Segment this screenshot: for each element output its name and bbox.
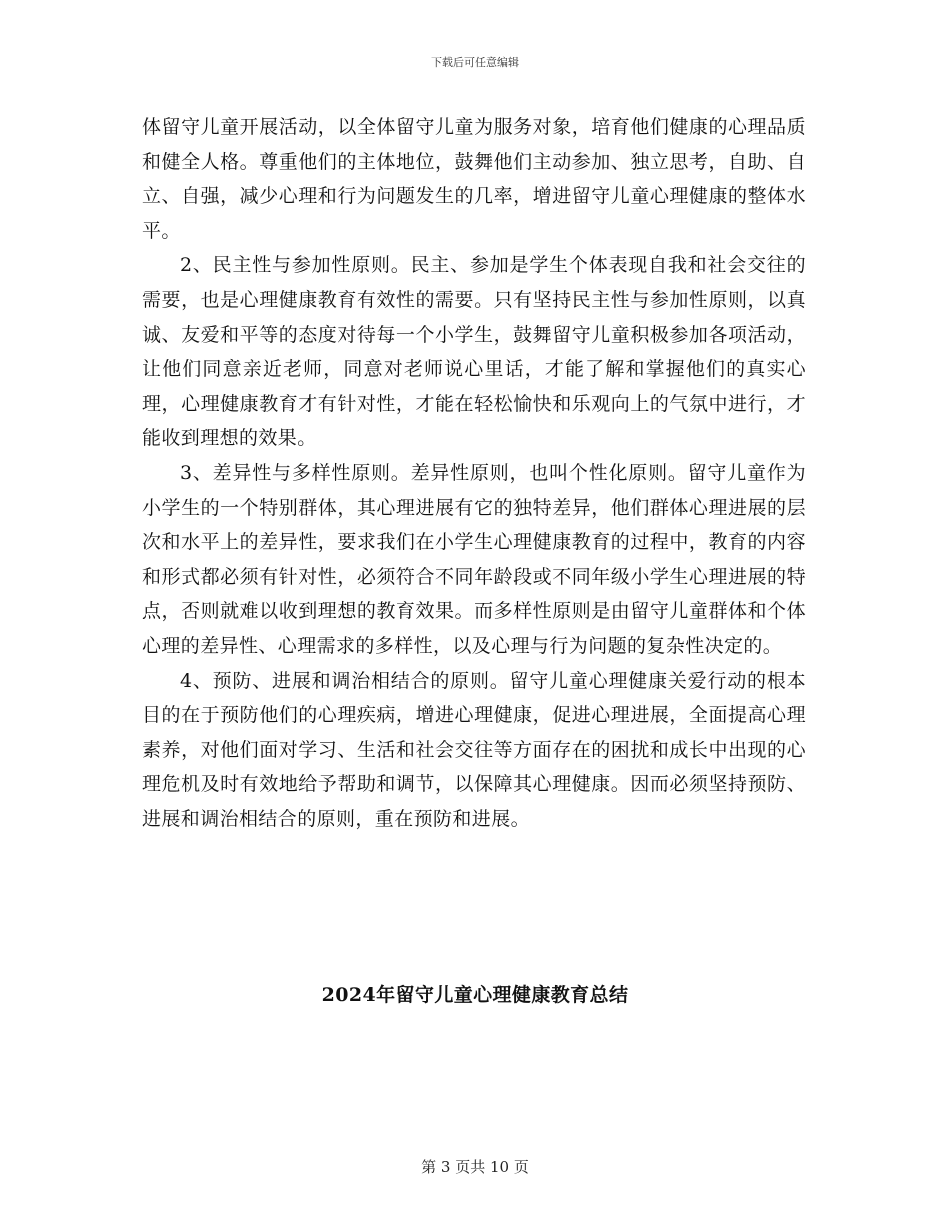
header-note: 下载后可任意编辑 [431,56,519,69]
paragraph-principle-4: 4、预防、进展和调治相结合的原则。留守儿童心理健康关爱行动的根本目的在于预防他们的心理疾病，增进心理健康，促进心理进展，全面提高心理素养，对他们面对学习、生活和社会交往等方面存在的困扰和成长中出现的心理危机及时有效地给予帮助和调节，以保障其心理健康。因而必须坚持预防、进展和调治相结合的原则，重在预防和进展。 [142,669,806,830]
page-footer: 第 3 页共 10 页 [421,1158,529,1176]
paragraph-continuation: 体留守儿童开展活动，以全体留守儿童为服务对象，培育他们健康的心理品质和健全人格。尊重他们的主体地位，鼓舞他们主动参加、独立思考，自助、自立、自强，减少心理和行为问题发生的几率，增进留守儿童心理健康的整体水平。 [142,116,806,242]
document-body [142,110,806,836]
paragraph-principle-2: 2、民主性与参加性原则。民主、参加是学生个体表现自我和社会交往的需要，也是心理健康教育有效性的需要。只有坚持民主性与参加性原则，以真诚、友爱和平等的态度对待每一个小学生，鼓舞留守儿童积极参加各项活动，让他们同意亲近老师，同意对老师说心里话，才能了解和掌握他们的真实心理，心理健康教育才有针对性，才能在轻松愉快和乐观向上的气氛中进行，才能收到理想的效果。 [142,254,806,450]
paragraph-principle-3: 3、差异性与多样性原则。差异性原则，也叫个性化原则。留守儿童作为小学生的一个特别群体，其心理进展有它的独特差异，他们群体心理进展的层次和水平上的差异性，要求我们在小学生心理健康教育的过程中，教育的内容和形式都必须有针对性，必须符合不同年龄段或不同年级小学生心理进展的特点，否则就难以收到理想的教育效果。而多样性原则是由留守儿童群体和个体心理的差异性、心理需求的多样性，以及心理与行为问题的复杂性决定的。 [142,461,806,657]
section-title: 2024年留守儿童心理健康教育总结 [321,984,629,1006]
